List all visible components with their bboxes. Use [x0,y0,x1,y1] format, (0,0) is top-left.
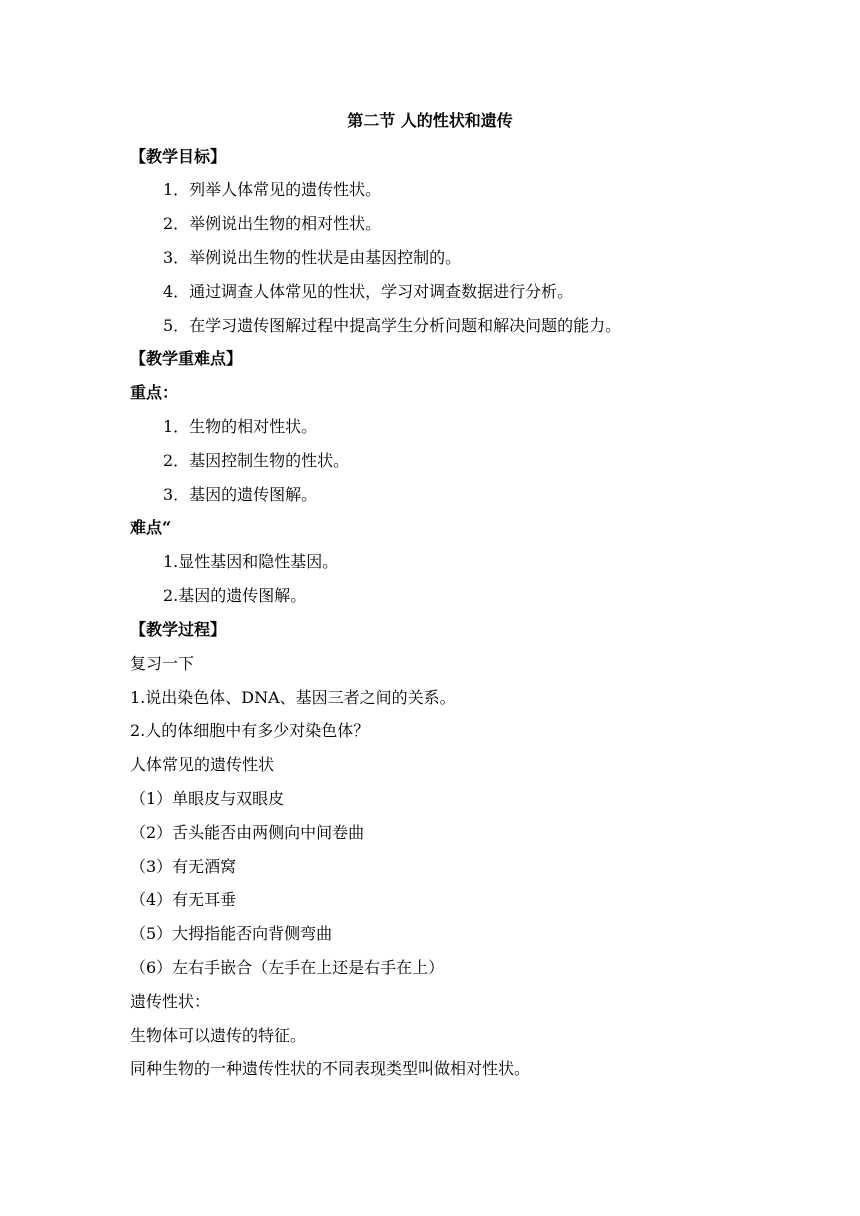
process-line: 1.说出染色体、DNA、基因三者之间的关系。 [130,688,456,707]
key-point-item: 1．生物的相对性状。 [163,417,318,436]
difficult-point-item: 2.基因的遗传图解。 [163,586,307,605]
section-heading-process: 【教学过程】 [130,620,227,639]
section-heading-objectives: 【教学目标】 [130,147,227,166]
process-line: 同种生物的一种遗传性状的不同表现类型叫做相对性状。 [130,1059,531,1078]
trait-item: （3）有无酒窝 [130,857,237,876]
objective-item: 3．举例说出生物的性状是由基因控制的。 [163,248,462,267]
key-point-item: 2．基因控制生物的性状。 [163,451,350,470]
key-point-item: 3．基因的遗传图解。 [163,485,318,504]
trait-item: （5）大拇指能否向背侧弯曲 [130,924,333,943]
process-line: 复习一下 [130,654,195,673]
difficult-point-item: 1.显性基因和隐性基因。 [163,552,339,571]
process-line: 生物体可以遗传的特征。 [130,1026,307,1045]
process-line: 人体常见的遗传性状 [130,755,275,774]
trait-item: （6）左右手嵌合（左手在上还是右手在上） [130,958,445,977]
document-title: 第二节 人的性状和遗传 [347,111,513,130]
objective-item: 2．举例说出生物的相对性状。 [163,214,382,233]
trait-item: （1）单眼皮与双眼皮 [130,789,285,808]
process-line: 遗传性状： [130,992,211,1011]
difficult-points-label: 难点“ [130,518,172,537]
trait-item: （2）舌头能否由两侧向中间卷曲 [130,823,365,842]
key-points-label: 重点： [130,383,179,402]
section-heading-key-points: 【教学重难点】 [130,349,243,368]
process-line: 2.人的体细胞中有多少对染色体？ [130,721,370,740]
objective-item: 1．列举人体常见的遗传性状。 [163,180,382,199]
objective-item: 5．在学习遗传图解过程中提高学生分析问题和解决问题的能力。 [163,316,622,335]
trait-item: （4）有无耳垂 [130,890,237,909]
objective-item: 4．通过调查人体常见的性状，学习对调查数据进行分析。 [163,282,574,301]
